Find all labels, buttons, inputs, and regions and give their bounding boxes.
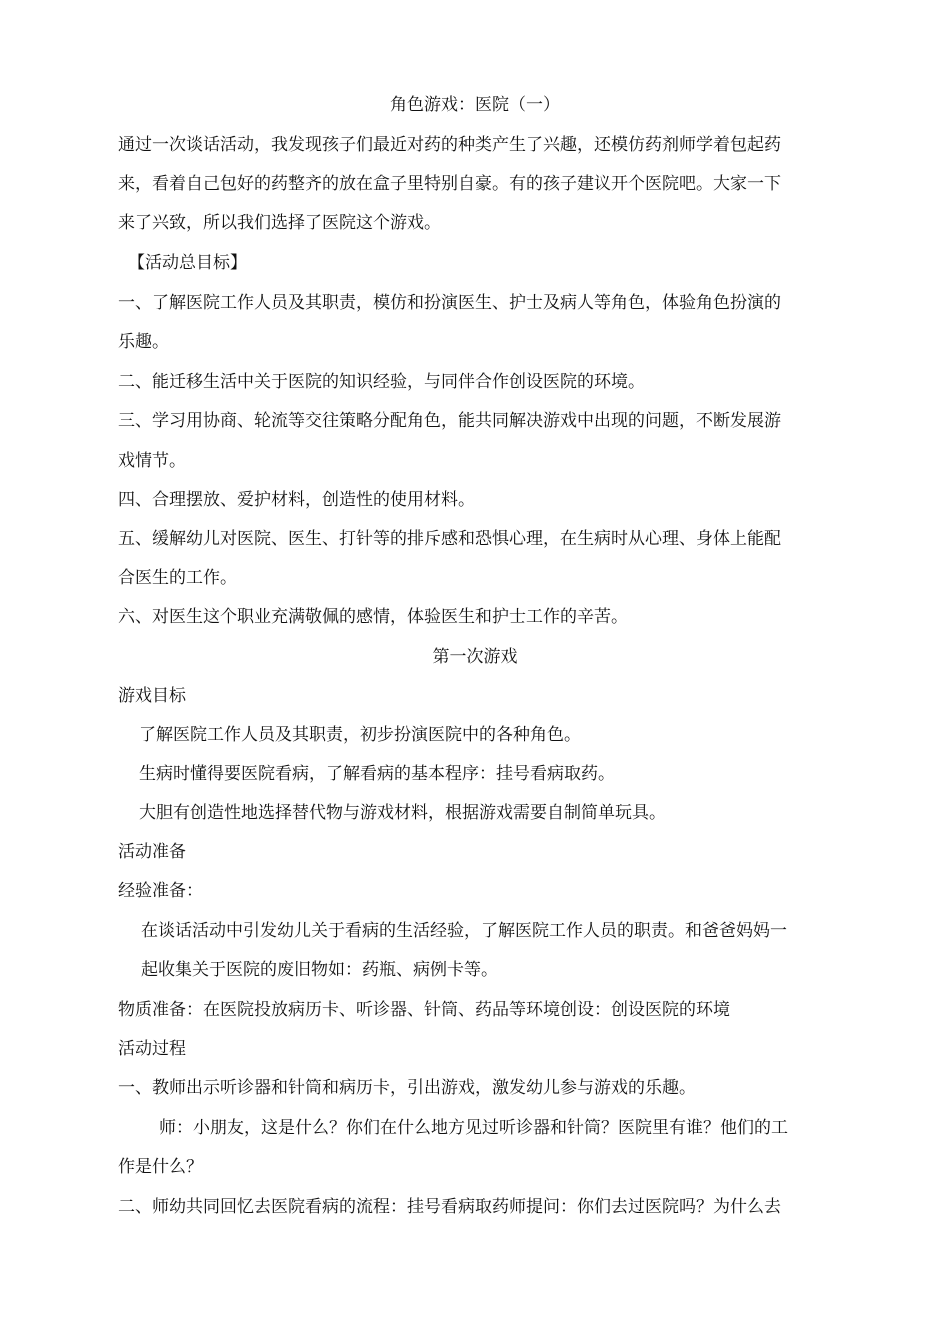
prep-heading: 活动准备 — [118, 842, 186, 862]
game-goal-item: 大胆有创造性地选择替代物与游戏材料，根据游戏需要自制简单玩具。 — [139, 803, 666, 823]
process-line: 一、教师出示听诊器和针筒和病历卡，引出游戏，激发幼儿参与游戏的乐趣。 — [118, 1078, 696, 1098]
game-goal-item: 生病时懂得要医院看病，了解看病的基本程序：挂号看病取药。 — [139, 764, 615, 784]
section-title: 第一次游戏 — [432, 647, 518, 667]
process-line: 二、师幼共同回忆去医院看病的流程：挂号看病取药师提问：你们去过医院吗？为什么去 — [118, 1197, 781, 1217]
goal-line: 五、缓解幼儿对医院、医生、打针等的排斥感和恐惧心理，在生病时从心理、身体上能配 — [118, 529, 781, 549]
intro-line: 来了兴致，所以我们选择了医院这个游戏。 — [118, 213, 441, 233]
experience-line: 起收集关于医院的废旧物如：药瓶、病例卡等。 — [141, 960, 498, 980]
game-goal-item: 了解医院工作人员及其职责，初步扮演医院中的各种角色。 — [139, 725, 581, 745]
goals-heading: 【活动总目标】 — [128, 253, 247, 273]
goal-line: 戏情节。 — [118, 451, 186, 471]
experience-heading: 经验准备： — [118, 881, 203, 901]
experience-line: 在谈话活动中引发幼儿关于看病的生活经验，了解医院工作人员的职责。和爸爸妈妈一 — [141, 921, 787, 941]
material-prep: 物质准备：在医院投放病历卡、听诊器、针筒、药品等环境创设：创设医院的环境 — [118, 1000, 730, 1020]
intro-line: 通过一次谈话活动，我发现孩子们最近对药的种类产生了兴趣，还模仿药剂师学着包起药 — [118, 135, 781, 155]
process-line: 师：小朋友，这是什么？你们在什么地方见过听诊器和针筒？医院里有谁？他们的工 — [159, 1118, 788, 1138]
page-title: 角色游戏：医院（一） — [390, 95, 560, 115]
process-heading: 活动过程 — [118, 1039, 186, 1059]
goal-line: 一、了解医院工作人员及其职责，模仿和扮演医生、护士及病人等角色，体验角色扮演的 — [118, 293, 781, 313]
goal-line: 四、合理摆放、爱护材料，创造性的使用材料。 — [118, 490, 475, 510]
goal-line: 二、能迁移生活中关于医院的知识经验，与同伴合作创设医院的环境。 — [118, 372, 645, 392]
goal-line: 六、对医生这个职业充满敬佩的感情，体验医生和护士工作的辛苦。 — [118, 607, 628, 627]
goal-line: 乐趣。 — [118, 332, 169, 352]
process-line: 作是什么？ — [118, 1157, 203, 1177]
goal-line: 合医生的工作。 — [118, 568, 237, 588]
goal-line: 三、学习用协商、轮流等交往策略分配角色，能共同解决游戏中出现的问题，不断发展游 — [118, 411, 781, 431]
intro-line: 来，看着自己包好的药整齐的放在盒子里特别自豪。有的孩子建议开个医院吧。大家一下 — [118, 174, 781, 194]
game-goals-heading: 游戏目标 — [118, 686, 186, 706]
